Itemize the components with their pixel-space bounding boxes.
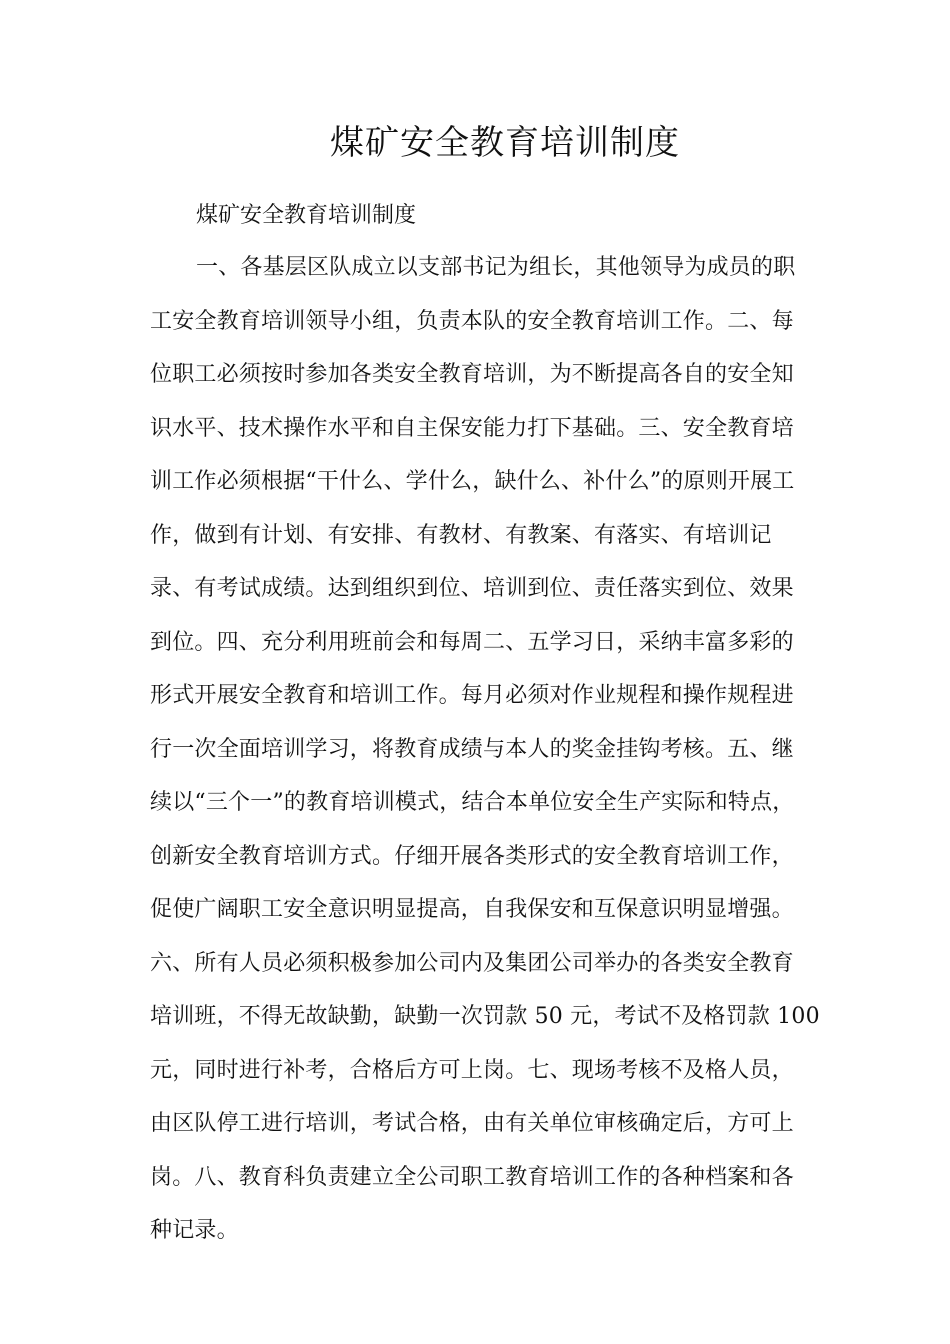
body-line: 培训班，不得无故缺勤，缺勤一次罚款 50 元，考试不及格罚款 100 <box>150 1004 820 1029</box>
body-line: 续以“三个一”的教育培训模式，结合本单位安全生产实际和特点， <box>150 790 795 815</box>
body-line: 识水平、技术操作水平和自主保安能力打下基础。三、安全教育培 <box>150 415 794 441</box>
body-line: 岗。八、教育科负责建立全公司职工教育培训工作的各种档案和各 <box>150 1164 794 1190</box>
body-line: 工安全教育培训领导小组，负责本队的安全教育培训工作。二、每 <box>150 308 794 334</box>
body-line: 训工作必须根据“干什么、学什么，缺什么、补什么”的原则开展工 <box>150 469 795 494</box>
body-line: 录、有考试成绩。达到组织到位、培训到位、责任落实到位、效果 <box>150 576 794 601</box>
body-line: 一、各基层区队成立以支部书记为组长，其他领导为成员的职 <box>196 255 796 280</box>
body-line: 行一次全面培训学习，将教育成绩与本人的奖金挂钩考核。五、继 <box>150 736 794 762</box>
body-line: 作，做到有计划、有安排、有教材、有教案、有落实、有培训记 <box>150 522 772 548</box>
document-subtitle: 煤矿安全教育培训制度 <box>196 203 417 228</box>
body-line: 促使广阔职工安全意识明显提高，自我保安和互保意识明显增强。 <box>150 897 794 922</box>
body-line: 位职工必须按时参加各类安全教育培训，为不断提高各自的安全知 <box>150 362 794 387</box>
body-line: 元，同时进行补考，合格后方可上岗。七、现场考核不及格人员， <box>150 1057 794 1083</box>
body-line: 形式开展安全教育和培训工作。每月必须对作业规程和操作规程进 <box>150 683 794 708</box>
body-line: 创新安全教育培训方式。仔细开展各类形式的安全教育培训工作， <box>150 843 794 869</box>
body-line: 六、所有人员必须积极参加公司内及集团公司举办的各类安全教育 <box>150 950 794 976</box>
document-title: 煤矿安全教育培训制度 <box>330 123 680 163</box>
body-line: 由区队停工进行培训，考试合格，由有关单位审核确定后，方可上 <box>150 1111 794 1136</box>
body-line: 种记录。 <box>150 1218 239 1243</box>
body-line: 到位。四、充分利用班前会和每周二、五学习日，采纳丰富多彩的 <box>150 629 794 655</box>
document-body <box>150 250 820 1267</box>
